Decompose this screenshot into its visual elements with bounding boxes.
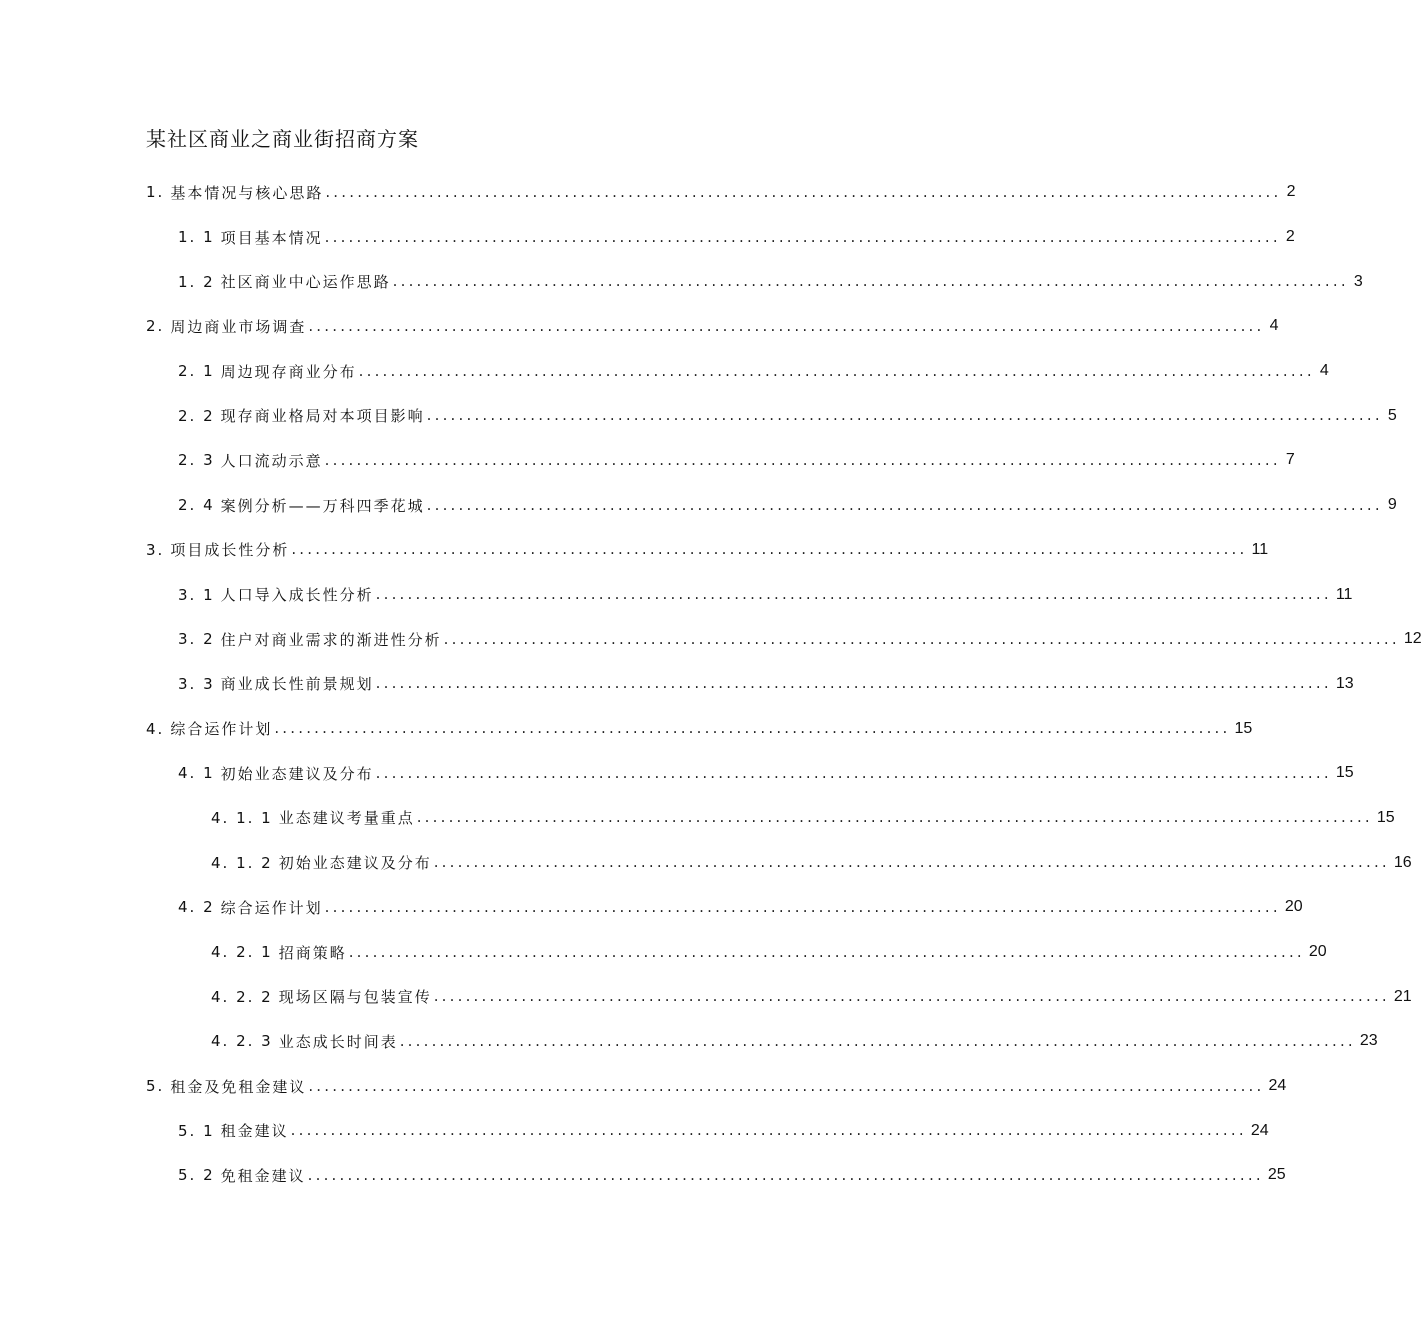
toc-dot-leader: ........................................................................................................................ <box>416 808 1373 827</box>
toc-entry-number: 4. 1 <box>178 764 215 783</box>
toc-entry-number: 3. 3 <box>178 674 215 693</box>
toc-entry-page: 3 <box>1353 272 1363 290</box>
toc-entry-title: 社区商业中心运作思路 <box>220 273 391 292</box>
toc-entry-page: 20 <box>1284 898 1303 916</box>
toc-entry-title: 综合运作计划 <box>220 898 323 917</box>
toc-entry-page: 24 <box>1268 1077 1287 1095</box>
toc-entry-title: 现存商业格局对本项目影响 <box>220 407 425 426</box>
toc-entry-page: 20 <box>1308 943 1327 961</box>
toc-entry-title: 免租金建议 <box>220 1166 306 1185</box>
toc-entry[interactable] <box>146 706 1253 751</box>
toc-entry-number: 2. 2 <box>178 406 215 425</box>
toc-entry[interactable] <box>211 930 1327 975</box>
toc-dot-leader: ........................................................................................................................ <box>392 272 1349 291</box>
toc-entry-page: 16 <box>1393 853 1412 871</box>
toc-dot-leader: ........................................................................................................................ <box>324 897 1281 916</box>
toc-entry-number: 3. <box>146 540 165 559</box>
toc-dot-leader: ........................................................................................................................ <box>325 182 1282 201</box>
toc-entry[interactable] <box>178 751 1354 796</box>
toc-entry-page: 11 <box>1251 540 1269 558</box>
toc-entry-title: 人口流动示意 <box>220 451 323 470</box>
toc-entry[interactable] <box>211 974 1412 1019</box>
toc-entry-number: 2. 1 <box>178 362 215 381</box>
toc-entry-page: 4 <box>1269 317 1279 335</box>
toc-entry-page: 15 <box>1335 764 1354 782</box>
toc-entry[interactable] <box>178 215 1295 260</box>
toc-entry-page: 2 <box>1286 183 1296 201</box>
toc-entry-title: 基本情况与核心思路 <box>170 183 324 202</box>
toc-entry-title: 人口导入成长性分析 <box>220 586 374 605</box>
toc-dot-leader: ........................................................................................................................ <box>274 719 1231 738</box>
toc-dot-leader: ........................................................................................................................ <box>375 585 1332 604</box>
toc-entry[interactable] <box>178 1108 1269 1153</box>
toc-dot-leader: ........................................................................................................................ <box>307 1165 1264 1184</box>
toc-entry-number: 3. 1 <box>178 585 215 604</box>
toc-entry-page: 2 <box>1285 228 1295 246</box>
toc-entry[interactable] <box>146 528 1269 573</box>
toc-entry-page: 5 <box>1387 406 1397 424</box>
toc-entry-title: 初始业态建议及分布 <box>278 854 432 873</box>
toc-entry-page: 4 <box>1319 362 1329 380</box>
toc-dot-leader: ........................................................................................................................ <box>443 629 1400 648</box>
toc-entry[interactable] <box>178 572 1353 617</box>
toc-dot-leader: ........................................................................................................................ <box>375 763 1332 782</box>
toc-entry-number: 2. 4 <box>178 496 215 515</box>
toc-entry-title: 租金及免租金建议 <box>170 1077 307 1096</box>
toc-entry-number: 2. 3 <box>178 451 215 470</box>
toc-dot-leader: ........................................................................................................................ <box>290 1121 1247 1140</box>
toc-entry[interactable] <box>146 170 1296 215</box>
toc-entry-number: 5. <box>146 1077 165 1096</box>
toc-entry-page: 7 <box>1285 451 1295 469</box>
toc-entry-number: 4. 1. 2 <box>211 853 273 872</box>
document-title: 某社区商业之商业街招商方案 <box>146 127 419 151</box>
toc-dot-leader: ........................................................................................................................ <box>433 853 1390 872</box>
toc-entry-number: 4. <box>146 719 165 738</box>
toc-entry-title: 项目成长性分析 <box>170 541 290 560</box>
toc-entry-page: 9 <box>1387 496 1397 514</box>
toc-dot-leader: ........................................................................................................................ <box>324 227 1281 246</box>
toc-dot-leader: ........................................................................................................................ <box>399 1031 1356 1050</box>
toc-entry[interactable] <box>178 483 1397 528</box>
toc-entry-title: 周边商业市场调查 <box>170 317 307 336</box>
toc-entry-page: 24 <box>1250 1121 1269 1139</box>
toc-entry-title: 项目基本情况 <box>220 228 323 247</box>
toc-dot-leader: ........................................................................................................................ <box>426 406 1383 425</box>
toc-dot-leader: ........................................................................................................................ <box>375 674 1332 693</box>
toc-entry-page: 21 <box>1393 987 1412 1005</box>
toc-entry[interactable] <box>178 438 1295 483</box>
toc-entry-number: 4. 1. 1 <box>211 808 273 827</box>
toc-dot-leader: ........................................................................................................................ <box>291 540 1248 559</box>
toc-entry[interactable] <box>178 349 1329 394</box>
toc-entry-page: 23 <box>1359 1032 1378 1050</box>
toc-entry-number: 1. <box>146 183 165 202</box>
toc-entry-title: 业态成长时间表 <box>278 1032 398 1051</box>
toc-dot-leader: ........................................................................................................................ <box>308 1076 1265 1095</box>
toc-entry-title: 业态建议考量重点 <box>278 809 415 828</box>
toc-entry-number: 4. 2. 1 <box>211 943 273 962</box>
toc-entry[interactable] <box>178 393 1397 438</box>
toc-entry[interactable] <box>146 304 1279 349</box>
toc-dot-leader: ........................................................................................................................ <box>426 495 1383 514</box>
toc-entry-page: 12 <box>1403 630 1422 648</box>
toc-entry-number: 1. 2 <box>178 272 215 291</box>
toc-entry-number: 1. 1 <box>178 228 215 247</box>
toc-entry-title: 周边现存商业分布 <box>220 362 357 381</box>
toc-entry[interactable] <box>178 259 1363 304</box>
toc-entry[interactable] <box>211 1019 1378 1064</box>
toc-entry-number: 5. 1 <box>178 1121 215 1140</box>
toc-entry-title: 商业成长性前景规划 <box>220 675 374 694</box>
toc-entry[interactable] <box>178 617 1422 662</box>
toc-entry-number: 4. 2 <box>178 898 215 917</box>
toc-entry-page: 11 <box>1335 585 1353 603</box>
toc-dot-leader: ........................................................................................................................ <box>348 942 1305 961</box>
toc-entry-page: 15 <box>1234 719 1253 737</box>
toc-entry-title: 现场区隔与包装宣传 <box>278 988 432 1007</box>
toc-entry-number: 2. <box>146 317 165 336</box>
toc-dot-leader: ........................................................................................................................ <box>308 316 1265 335</box>
toc-entry-number: 4. 2. 3 <box>211 1032 273 1051</box>
toc-entry-title: 案例分析——万科四季花城 <box>220 496 425 515</box>
toc-entry-title: 初始业态建议及分布 <box>220 764 374 783</box>
toc-entry-title: 租金建议 <box>220 1122 289 1141</box>
toc-entry-title: 住户对商业需求的渐进性分析 <box>220 630 442 649</box>
toc-entry-page: 13 <box>1335 674 1354 692</box>
toc-entry[interactable] <box>146 1064 1287 1109</box>
toc-entry-title: 综合运作计划 <box>170 720 273 739</box>
toc-entry[interactable] <box>178 1153 1286 1198</box>
toc-entry[interactable] <box>211 796 1395 841</box>
toc-entry-page: 15 <box>1376 808 1395 826</box>
toc-entry-number: 4. 2. 2 <box>211 987 273 1006</box>
toc-entry-number: 3. 2 <box>178 630 215 649</box>
toc-entry[interactable] <box>211 840 1412 885</box>
toc-entry[interactable] <box>178 885 1303 930</box>
toc-dot-leader: ........................................................................................................................ <box>324 450 1281 469</box>
toc-dot-leader: ........................................................................................................................ <box>433 987 1390 1006</box>
table-of-contents <box>0 170 1422 1198</box>
toc-entry[interactable] <box>178 662 1354 707</box>
toc-entry-number: 5. 2 <box>178 1166 215 1185</box>
toc-entry-title: 招商策略 <box>278 943 347 962</box>
toc-dot-leader: ........................................................................................................................ <box>358 361 1315 380</box>
toc-entry-page: 25 <box>1267 1166 1286 1184</box>
